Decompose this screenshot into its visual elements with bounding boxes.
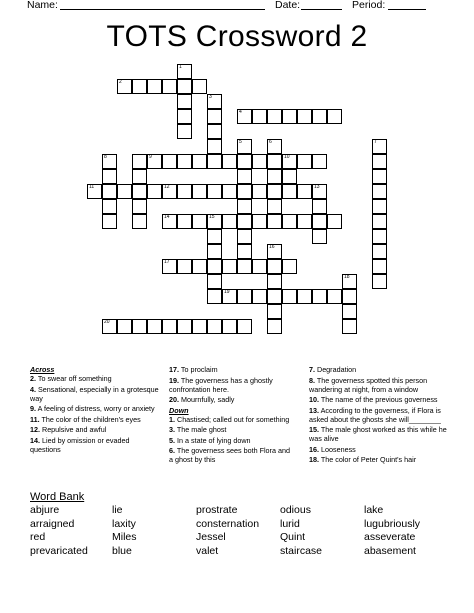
crossword-cell[interactable]: [222, 154, 237, 169]
clue-number: 1.: [169, 414, 175, 424]
crossword-cell[interactable]: [207, 139, 222, 154]
date-label: Date:: [275, 0, 301, 11]
crossword-cell[interactable]: [237, 154, 252, 169]
clue-text: Sensational, especially in a grotesque way: [30, 384, 159, 403]
crossword-cell[interactable]: [147, 154, 162, 169]
crossword-cell[interactable]: [297, 289, 312, 304]
clue-number: 19.: [169, 375, 179, 385]
crossword-cell[interactable]: [192, 154, 207, 169]
crossword-cell[interactable]: [177, 64, 192, 79]
clue-down-13: [309, 406, 451, 424]
crossword-cell[interactable]: [207, 229, 222, 244]
down-heading: Down: [169, 405, 189, 415]
crossword-cell[interactable]: [132, 154, 147, 169]
crossword-cell[interactable]: [342, 274, 357, 289]
clue-text: The governess has a ghostly confrontation here.: [169, 375, 273, 394]
word-bank-word: lie: [112, 504, 123, 516]
crossword-cell[interactable]: [282, 289, 297, 304]
cell-number: 19: [224, 289, 230, 295]
word-bank-word: Miles: [112, 531, 137, 543]
crossword-cell[interactable]: [372, 154, 387, 169]
crossword-cell[interactable]: [192, 214, 207, 229]
crossword-cell[interactable]: [372, 184, 387, 199]
word-bank-word: abasement: [364, 544, 416, 557]
cell-number: 17: [164, 259, 170, 265]
crossword-cell[interactable]: [237, 169, 252, 184]
clue-number: 18.: [309, 455, 319, 464]
crossword-cell[interactable]: [132, 319, 147, 334]
clue-down-16: [309, 445, 451, 454]
clue-text: Mournfully, sadly: [179, 395, 235, 404]
crossword-cell[interactable]: [102, 214, 117, 229]
cell-number: 2: [119, 79, 122, 85]
clue-number: 20.: [169, 395, 179, 404]
clue-across-20: [169, 395, 294, 404]
crossword-cell[interactable]: [252, 259, 267, 274]
clue-down-7: [309, 365, 451, 374]
crossword-cell[interactable]: [177, 154, 192, 169]
cell-number: 12: [164, 184, 170, 190]
cell-number: 16: [269, 244, 275, 250]
crossword-cell[interactable]: [192, 259, 207, 274]
crossword-cell[interactable]: [177, 259, 192, 274]
middle-clues: [169, 365, 294, 466]
clue-number: 4.: [30, 384, 36, 394]
cell-number: 20: [104, 319, 110, 325]
crossword-cell[interactable]: [312, 199, 327, 214]
crossword-cell[interactable]: [162, 214, 177, 229]
crossword-cell[interactable]: [237, 109, 252, 124]
clue-across-2: [30, 374, 160, 383]
cell-number: 14: [164, 214, 170, 220]
crossword-cell[interactable]: [372, 229, 387, 244]
crossword-cell[interactable]: [207, 319, 222, 334]
cell-number: 10: [284, 154, 290, 160]
crossword-cell[interactable]: [267, 154, 282, 169]
crossword-cell[interactable]: [297, 184, 312, 199]
clue-down-10: [309, 395, 451, 404]
crossword-cell[interactable]: [312, 109, 327, 124]
word-bank-word: laxity: [112, 517, 136, 530]
crossword-cell[interactable]: [267, 304, 282, 319]
crossword-cell[interactable]: [207, 94, 222, 109]
crossword-cell[interactable]: [237, 244, 252, 259]
crossword-cell[interactable]: [207, 214, 222, 229]
crossword-cell[interactable]: [327, 214, 342, 229]
word-bank-word: lugubriously: [364, 517, 421, 530]
crossword-cell[interactable]: [372, 214, 387, 229]
word-bank-word: abjure: [30, 504, 60, 516]
crossword-cell[interactable]: [342, 304, 357, 319]
crossword-cell[interactable]: [177, 94, 192, 109]
crossword-cell[interactable]: [207, 109, 222, 124]
word-bank-word: prostrate: [196, 504, 238, 516]
crossword-cell[interactable]: [222, 214, 237, 229]
clue-number: 6.: [169, 446, 175, 455]
cell-number: 7: [374, 139, 377, 145]
crossword-cell[interactable]: [207, 259, 222, 274]
crossword-cell[interactable]: [132, 184, 147, 199]
crossword-cell[interactable]: [312, 289, 327, 304]
across-clues: [30, 365, 160, 455]
crossword-cell[interactable]: [117, 184, 132, 199]
crossword-cell[interactable]: [267, 259, 282, 274]
cell-number: 6: [269, 139, 272, 145]
crossword-cell[interactable]: [117, 79, 132, 94]
crossword-cell[interactable]: [297, 109, 312, 124]
clue-text: The governess spotted this person wandering at night, from a window: [309, 375, 428, 394]
clue-down-15: [309, 425, 451, 443]
crossword-cell[interactable]: [282, 154, 297, 169]
clue-text: The male ghost: [175, 425, 227, 434]
crossword-cell[interactable]: [237, 184, 252, 199]
clue-text: Lied by omission or evaded questions: [30, 435, 130, 454]
clue-down-6: [169, 446, 294, 464]
word-bank-word: lurid: [280, 517, 300, 530]
clue-across-17: [169, 365, 294, 374]
crossword-cell[interactable]: [222, 319, 237, 334]
crossword-cell[interactable]: [177, 214, 192, 229]
clue-down-1: [169, 415, 294, 424]
crossword-cell[interactable]: [87, 184, 102, 199]
crossword-cell[interactable]: [222, 184, 237, 199]
crossword-cell[interactable]: [372, 274, 387, 289]
crossword-cell[interactable]: [132, 214, 147, 229]
page-title: TOTS Crossword 2: [106, 20, 368, 53]
clue-number: 9.: [30, 404, 36, 413]
word-bank-word: consternation: [196, 517, 260, 530]
clue-text: Degradation: [315, 365, 357, 374]
clue-number: 7.: [309, 365, 315, 374]
clue-text: To proclaim: [179, 365, 218, 374]
word-bank-word: asseverate: [364, 531, 416, 543]
crossword-cell[interactable]: [267, 289, 282, 304]
clue-across-14: [30, 436, 160, 454]
crossword-cell[interactable]: [237, 229, 252, 244]
crossword-cell[interactable]: [147, 319, 162, 334]
crossword-cell[interactable]: [207, 154, 222, 169]
word-bank-word: blue: [112, 544, 132, 557]
clue-across-12: [30, 425, 160, 434]
crossword-cell[interactable]: [192, 319, 207, 334]
crossword-cell[interactable]: [267, 214, 282, 229]
cell-number: 18: [344, 274, 350, 280]
period-label: Period:: [352, 0, 386, 11]
clue-text: According to the governess, if Flora is asked about the ghosts she will________: [309, 405, 441, 424]
crossword-cell[interactable]: [282, 259, 297, 274]
clue-number: 14.: [30, 435, 40, 445]
cell-number: 8: [104, 154, 107, 160]
cell-number: 13: [314, 184, 320, 190]
cell-number: 4: [239, 109, 242, 115]
word-bank-word: Quint: [280, 531, 306, 543]
crossword-cell[interactable]: [147, 79, 162, 94]
crossword-cell[interactable]: [147, 184, 162, 199]
crossword-cell[interactable]: [252, 154, 267, 169]
clue-text: Repulsive and awful: [40, 425, 107, 434]
crossword-cell[interactable]: [207, 184, 222, 199]
word-bank-title: Word Bank: [30, 491, 85, 503]
word-bank: [30, 491, 460, 557]
word-bank-word: odious: [280, 504, 311, 516]
crossword-cell[interactable]: [162, 184, 177, 199]
crossword-cell[interactable]: [132, 79, 147, 94]
word-bank-word: staircase: [280, 544, 323, 557]
cell-number: 11: [89, 184, 95, 190]
cell-number: 5: [239, 139, 242, 145]
crossword-cell[interactable]: [312, 229, 327, 244]
crossword-cell[interactable]: [237, 214, 252, 229]
crossword-cell[interactable]: [207, 289, 222, 304]
clue-text: The color of Peter Quint's hair: [319, 455, 417, 464]
crossword-cell[interactable]: [282, 109, 297, 124]
clue-text: The governess sees both Flora and a ghost by this: [169, 446, 290, 464]
crossword-cell[interactable]: [132, 169, 147, 184]
clue-number: 13.: [309, 405, 319, 415]
crossword-cell[interactable]: [267, 319, 282, 334]
crossword-cell[interactable]: [312, 184, 327, 199]
crossword-cell[interactable]: [312, 214, 327, 229]
clue-number: 12.: [30, 425, 40, 434]
crossword-cell[interactable]: [207, 244, 222, 259]
clue-number: 11.: [30, 414, 40, 424]
crossword-cell[interactable]: [267, 184, 282, 199]
crossword-cell[interactable]: [252, 109, 267, 124]
crossword-cell[interactable]: [267, 199, 282, 214]
clue-text: Looseness: [319, 444, 356, 454]
crossword-cell[interactable]: [192, 184, 207, 199]
crossword-cell[interactable]: [102, 184, 117, 199]
clue-number: 2.: [30, 374, 36, 383]
cell-number: 3: [209, 94, 212, 100]
crossword-cell[interactable]: [267, 139, 282, 154]
crossword-cell[interactable]: [237, 319, 252, 334]
crossword-cell[interactable]: [162, 259, 177, 274]
crossword-cell[interactable]: [267, 244, 282, 259]
crossword-cell[interactable]: [342, 289, 357, 304]
crossword-cell[interactable]: [162, 154, 177, 169]
crossword-cell[interactable]: [237, 289, 252, 304]
crossword-cell[interactable]: [237, 199, 252, 214]
word-bank-word: red: [30, 531, 46, 543]
clue-number: 5.: [169, 435, 175, 445]
crossword-cell[interactable]: [252, 214, 267, 229]
clue-text: The male ghost worked as this while he was alive: [309, 425, 447, 443]
clue-number: 16.: [309, 444, 319, 454]
crossword-cell[interactable]: [327, 109, 342, 124]
crossword-cell[interactable]: [222, 289, 237, 304]
clue-number: 8.: [309, 375, 315, 385]
crossword-cell[interactable]: [177, 184, 192, 199]
crossword-cell[interactable]: [282, 184, 297, 199]
clue-number: 17.: [169, 365, 179, 374]
word-bank-word: valet: [196, 544, 219, 557]
crossword-cell[interactable]: [162, 319, 177, 334]
clue-text: Chastised; called out for something: [175, 414, 290, 424]
crossword-cell[interactable]: [372, 169, 387, 184]
crossword-cell[interactable]: [252, 289, 267, 304]
crossword-cell[interactable]: [207, 274, 222, 289]
clue-down-5: [169, 436, 294, 445]
crossword-cell[interactable]: [237, 259, 252, 274]
clue-number: 3.: [169, 425, 175, 434]
cell-number: 1: [179, 64, 182, 70]
crossword-cell[interactable]: [372, 199, 387, 214]
word-bank-word: lake: [364, 504, 384, 516]
crossword-cell[interactable]: [132, 199, 147, 214]
clue-down-8: [309, 376, 451, 394]
crossword-cell[interactable]: [177, 79, 192, 94]
crossword-cell[interactable]: [267, 109, 282, 124]
crossword-cell[interactable]: [177, 109, 192, 124]
crossword-cell[interactable]: [267, 169, 282, 184]
cell-number: 9: [149, 154, 152, 160]
clue-number: 15.: [309, 425, 319, 434]
word-bank-word: arraigned: [30, 517, 75, 530]
name-label: Name:: [27, 0, 58, 11]
clue-number: 10.: [309, 395, 319, 404]
clue-text: In a state of lying down: [175, 435, 251, 445]
clue-down-3: [169, 425, 294, 434]
across-heading: Across: [30, 365, 55, 374]
crossword-cell[interactable]: [342, 319, 357, 334]
crossword-cell[interactable]: [297, 214, 312, 229]
crossword-cell[interactable]: [117, 319, 132, 334]
word-bank-word: prevaricated: [30, 544, 88, 557]
clue-across-9: [30, 404, 160, 413]
clue-text: The color of the children's eyes: [39, 414, 141, 424]
clue-text: To swear off something: [36, 374, 112, 383]
crossword-cell[interactable]: [192, 79, 207, 94]
clue-text: A feeling of distress, worry or anxiety: [36, 404, 155, 413]
crossword-cell[interactable]: [327, 289, 342, 304]
crossword-cell[interactable]: [222, 259, 237, 274]
crossword-cell[interactable]: [282, 214, 297, 229]
crossword-cell[interactable]: [102, 169, 117, 184]
crossword-cell[interactable]: [372, 244, 387, 259]
crossword-cell[interactable]: [372, 139, 387, 154]
right-clues: [309, 365, 451, 466]
clue-across-4: [30, 385, 160, 403]
crossword-cell[interactable]: [282, 169, 297, 184]
clue-text: The name of the previous governess: [319, 395, 438, 404]
crossword-cell[interactable]: [267, 274, 282, 289]
crossword-cell[interactable]: [372, 259, 387, 274]
cell-number: 15: [209, 214, 215, 220]
word-bank-word: Jessel: [196, 531, 226, 543]
crossword-cell[interactable]: [102, 199, 117, 214]
crossword-cell[interactable]: [102, 319, 117, 334]
crossword-cell[interactable]: [237, 139, 252, 154]
crossword-cell[interactable]: [177, 124, 192, 139]
crossword-cell[interactable]: [207, 124, 222, 139]
clue-across-19: [169, 376, 294, 394]
clue-down-18: [309, 455, 451, 464]
crossword-cell[interactable]: [297, 154, 312, 169]
crossword-cell[interactable]: [162, 79, 177, 94]
crossword-cell[interactable]: [252, 184, 267, 199]
crossword-cell[interactable]: [102, 154, 117, 169]
crossword-cell[interactable]: [312, 154, 327, 169]
clue-across-11: [30, 415, 160, 424]
crossword-cell[interactable]: [177, 319, 192, 334]
